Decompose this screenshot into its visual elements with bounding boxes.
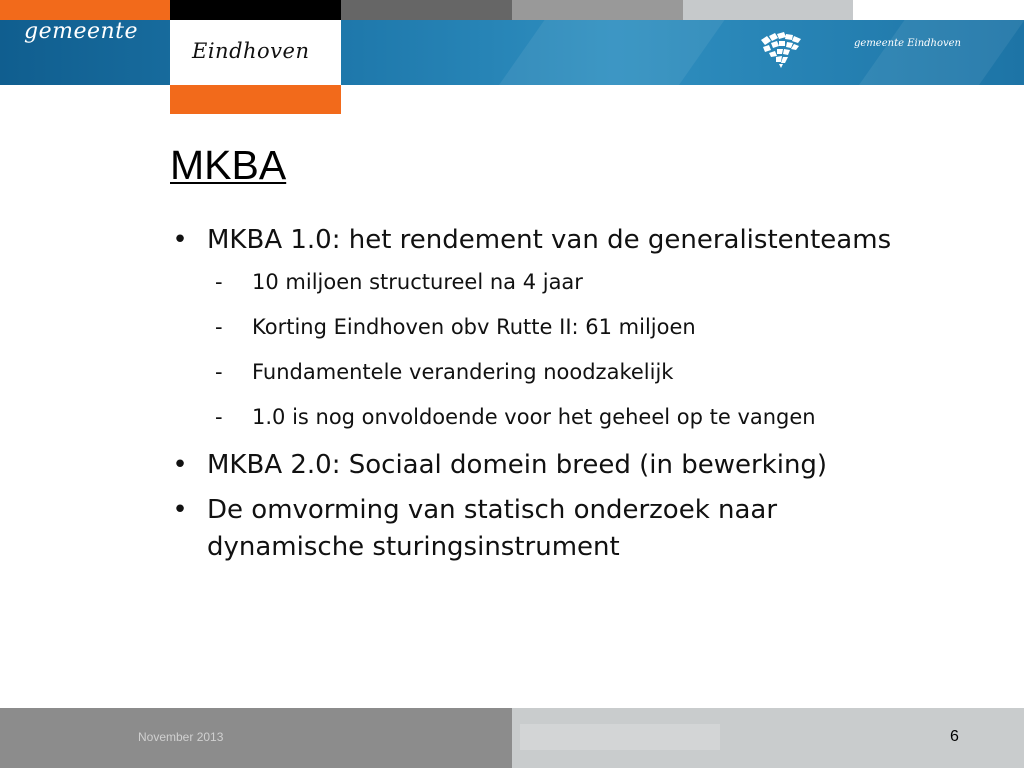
- footer-date: November 2013: [138, 730, 224, 744]
- sub-bullet-item: [170, 357, 970, 387]
- top-strip-gray: [512, 0, 683, 20]
- bullet-icon: •: [172, 495, 188, 525]
- bullet-text: MKBA 1.0: het rendement van de generalistenteams: [207, 225, 892, 255]
- sub-bullet-text: 1.0 is nog onvoldoende voor het geheel op te vangen: [252, 405, 816, 429]
- logo-text: gemeente Eindhoven: [854, 38, 962, 49]
- bullet-icon: •: [172, 450, 188, 480]
- bullet-icon: •: [172, 225, 188, 255]
- bullet-item: [170, 222, 970, 259]
- bullet-text: De omvorming van statisch onderzoek naar dynamische sturingsinstrument: [207, 495, 778, 562]
- brand-eindhoven: Eindhoven: [192, 39, 310, 63]
- sub-bullet-text: 10 miljoen structureel na 4 jaar: [252, 270, 583, 294]
- bullet-item: [170, 492, 970, 566]
- slide-title: MKBA: [170, 142, 287, 188]
- bullet-text: MKBA 2.0: Sociaal domein breed (in bewerking): [207, 450, 828, 480]
- band-decoration: [488, 20, 731, 85]
- sub-bullet-text: Korting Eindhoven obv Rutte II: 61 miljoen: [252, 315, 696, 339]
- page-number: 6: [950, 728, 959, 745]
- orange-tab: [170, 85, 341, 114]
- header-band: [0, 20, 1024, 85]
- sub-bullet-item: [170, 267, 970, 297]
- top-strip-lightgray: [683, 0, 853, 20]
- brand-box: [170, 20, 341, 85]
- sub-bullet-item: [170, 312, 970, 342]
- dash-icon: -: [215, 360, 223, 384]
- footer-left-band: [0, 708, 512, 768]
- top-strip-darkgray: [341, 0, 512, 20]
- top-strip-black: [170, 0, 341, 20]
- brand-gemeente: gemeente: [24, 19, 139, 44]
- dash-icon: -: [215, 405, 223, 429]
- bullet-item: [170, 447, 970, 484]
- dash-icon: -: [215, 315, 223, 339]
- top-strip-orange: [0, 0, 170, 20]
- dash-icon: -: [215, 270, 223, 294]
- sub-bullet-text: Fundamentele verandering noodzakelijk: [252, 360, 674, 384]
- eindhoven-logo-icon: [757, 32, 807, 68]
- sub-bullet-item: [170, 402, 970, 432]
- slide-content: [170, 222, 970, 574]
- band-decoration: [848, 20, 1024, 85]
- footer-placeholder-box: [520, 724, 720, 750]
